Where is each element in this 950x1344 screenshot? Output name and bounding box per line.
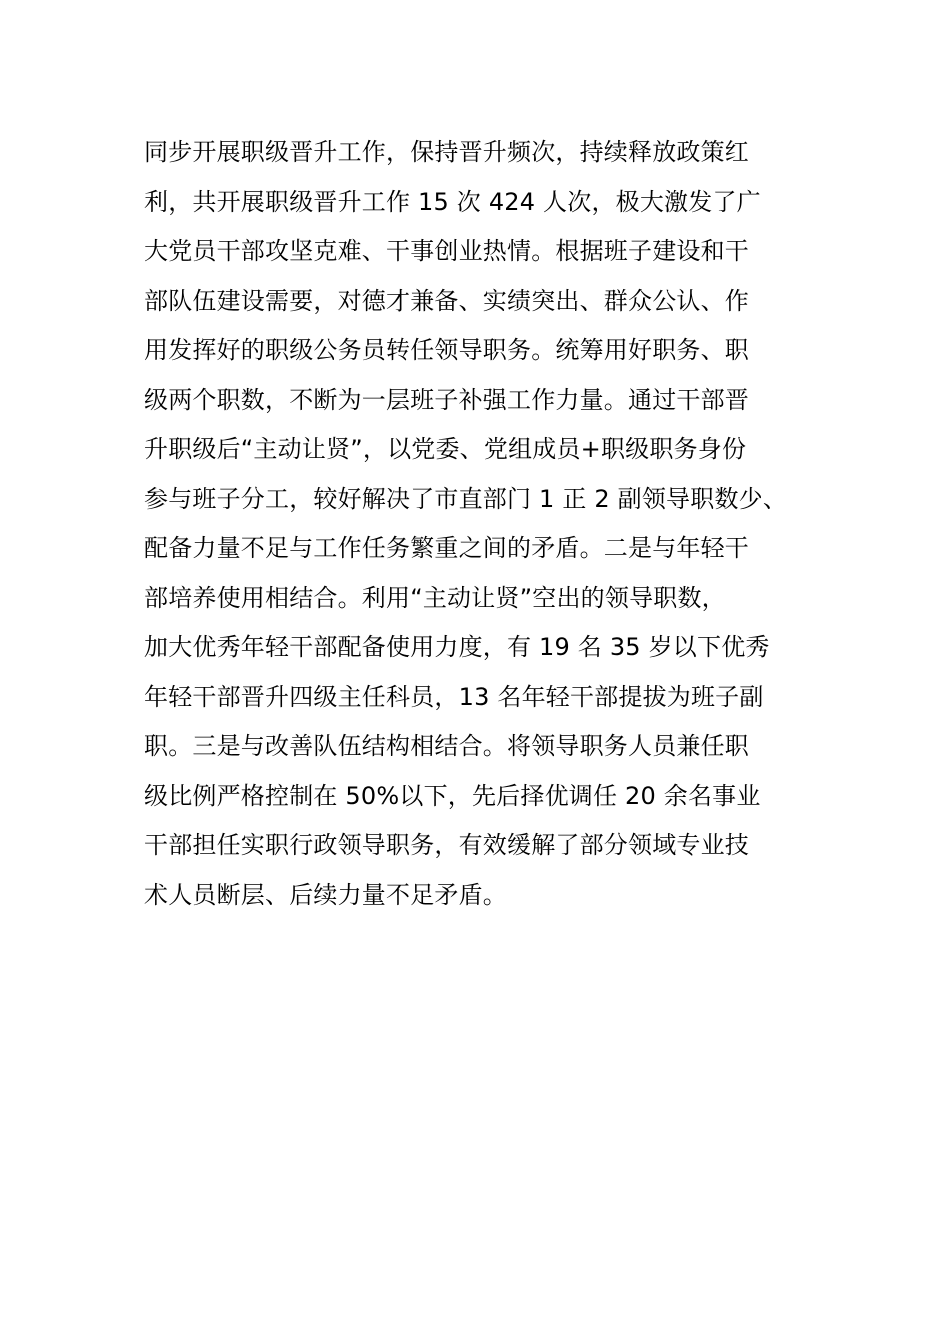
text-line: 年轻干部晋升四级主任科员，13 名年轻干部提拔为班子副 xyxy=(144,682,764,711)
text-line: 配备力量不足与工作任务繁重之间的矛盾。二是与年轻干 xyxy=(144,534,749,562)
text-line: 升职级后“主动让贤”，以党委、党组成员+职级职务身份 xyxy=(144,435,747,463)
text-line: 用发挥好的职级公务员转任领导职务。统筹用好职务、职 xyxy=(144,336,749,364)
text-line: 级比例严格控制在 50%以下，先后择优调任 20 余名事业 xyxy=(144,781,761,810)
text-line: 加大优秀年轻干部配备使用力度，有 19 名 35 岁以下优秀 xyxy=(144,633,770,661)
text-line: 术人员断层、后续力量不足矛盾。 xyxy=(144,880,507,909)
text-line: 干部担任实职行政领导职务，有效缓解了部分领域专业技 xyxy=(144,831,749,859)
text-line: 参与班子分工，较好解决了市直部门 1 正 2 副领导职数少、 xyxy=(144,484,788,513)
text-line: 级两个职数，不断为一层班子补强工作力量。通过干部晋 xyxy=(144,385,749,414)
text-line: 同步开展职级晋升工作，保持晋升频次，持续释放政策红 xyxy=(144,138,749,166)
text-line: 职。三是与改善队伍结构相结合。将领导职务人员兼任职 xyxy=(144,732,749,760)
text-line: 部队伍建设需要，对德才兼备、实绩突出、群众公认、作 xyxy=(144,286,749,315)
text-line: 部培养使用相结合。利用“主动让贤”空出的领导职数， xyxy=(144,583,726,612)
text-line: 大党员干部攻坚克难、干事创业热情。根据班子建设和干 xyxy=(144,237,749,265)
body-paragraph xyxy=(144,128,844,920)
text-line: 利，共开展职级晋升工作 15 次 424 人次，极大激发了广 xyxy=(144,187,761,216)
